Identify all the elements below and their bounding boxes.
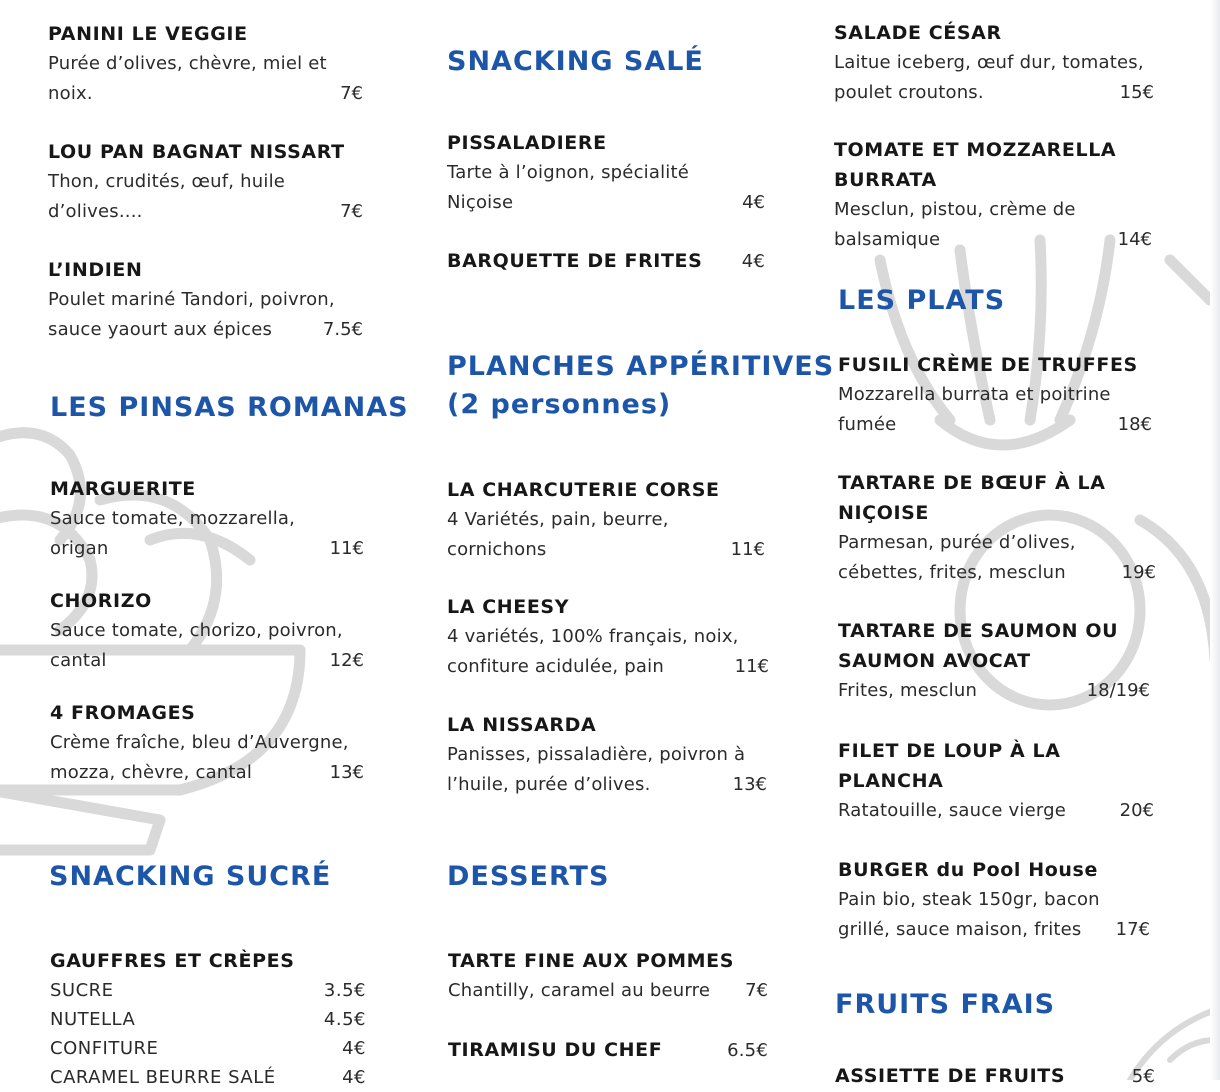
item-description: Mozzarella burrata et poitrine (838, 384, 1111, 405)
item-description: l’huile, purée d’olives. (447, 773, 651, 795)
item-title: LA CHARCUTERIE CORSE (447, 479, 720, 501)
option-name: CONFITURE (50, 1038, 159, 1059)
menu-item-tartare-boeuf (838, 468, 1156, 587)
item-description: Sauce tomate, chorizo, poivron, (50, 620, 343, 641)
item-title: PISSALADIERE (447, 132, 607, 154)
menu-item-barquette-frites (447, 246, 765, 276)
menu-item-gauffres-crepes (50, 946, 366, 1092)
item-description: balsamique (834, 228, 941, 250)
item-description: Poulet mariné Tandori, poivron, (48, 289, 335, 310)
item-title: PLANCHA (838, 770, 944, 792)
option-price: 4€ (342, 1067, 366, 1088)
section-title-fruits-frais: FRUITS FRAIS (835, 989, 1056, 1020)
item-title: MARGUERITE (50, 478, 196, 500)
option-row (50, 1005, 366, 1034)
section-title-planches (447, 348, 834, 424)
item-price: 6.5€ (727, 1040, 768, 1061)
section-title-les-plats: LES PLATS (838, 285, 1006, 316)
item-title: ASSIETTE DE FRUITS (835, 1065, 1066, 1087)
item-title: TIRAMISU DU CHEF (448, 1039, 663, 1061)
menu-item-filet-loup (838, 736, 1154, 826)
menu-item-chorizo (50, 586, 364, 675)
item-description: Panisses, pissaladière, poivron à (447, 744, 746, 765)
item-description: 4 Variétés, pain, beurre, (447, 509, 669, 530)
menu-item-burger (838, 855, 1150, 944)
menu-item-tiramisu (448, 1035, 768, 1065)
item-title: TARTARE DE BŒUF À LA (838, 472, 1106, 494)
item-description: cornichons (447, 538, 547, 560)
menu-item-cheesy (447, 592, 769, 681)
item-title: PANINI LE VEGGIE (48, 23, 248, 45)
item-title: FILET DE LOUP À LA (838, 740, 1061, 762)
menu-item-tomate-mozzarella (834, 135, 1152, 254)
item-price: 18€ (1117, 413, 1152, 435)
item-description: d’olives.... (48, 200, 143, 222)
page-edge-shadow (1210, 0, 1220, 1080)
item-price: 11€ (730, 538, 765, 560)
item-price: 14€ (1117, 228, 1152, 250)
item-price: 13€ (329, 761, 364, 783)
item-description: mozza, chèvre, cantal (50, 761, 253, 783)
item-title: L’INDIEN (48, 259, 143, 281)
option-row (50, 976, 366, 1005)
item-price: 17€ (1115, 918, 1150, 940)
item-description: Purée d’olives, chèvre, miel et (48, 53, 327, 74)
section-title-pinsas: LES PINSAS ROMANAS (50, 392, 409, 423)
section-title-line: PLANCHES APPÉRITIVES (447, 351, 835, 382)
item-price: 7€ (340, 200, 363, 222)
item-description: fumée (838, 413, 897, 435)
item-price: 5€ (1131, 1066, 1155, 1087)
item-description: origan (50, 537, 109, 559)
item-title: LA CHEESY (447, 596, 570, 618)
item-title: CHORIZO (50, 590, 152, 612)
option-name: CARAMEL BEURRE SALÉ (50, 1067, 276, 1088)
item-price: 18/19€ (1086, 680, 1150, 701)
item-title: BARQUETTE DE FRITES (447, 250, 703, 272)
item-title: LA NISSARDA (447, 714, 597, 736)
item-description: Crème fraîche, bleu d’Auvergne, (50, 732, 349, 753)
item-description: Frites, mesclun (838, 680, 978, 701)
item-description: Niçoise (447, 191, 514, 213)
item-title: TARTARE DE SAUMON OU (838, 620, 1119, 642)
menu-item-lou-pan-bagnat (48, 137, 363, 226)
option-name: NUTELLA (50, 1009, 136, 1030)
menu-item-tarte-fine (448, 946, 768, 1006)
item-title: GAUFFRES ET CRÈPES (50, 950, 295, 972)
item-price: 15€ (1119, 81, 1154, 103)
item-title: SALADE CÉSAR (834, 22, 1002, 44)
item-description: grillé, sauce maison, frites (838, 918, 1082, 940)
item-price: 19€ (1121, 561, 1156, 583)
item-title: TOMATE ET MOZZARELLA (834, 139, 1117, 161)
item-title: FUSILI CRÈME DE TRUFFES (838, 354, 1138, 376)
menu-item-marguerite (50, 474, 364, 563)
option-price: 3.5€ (323, 980, 366, 1001)
item-description: noix. (48, 82, 93, 104)
item-title: 4 FROMAGES (50, 702, 196, 724)
item-price: 7€ (340, 82, 363, 104)
item-title: LOU PAN BAGNAT NISSART (48, 141, 345, 163)
item-price: 7.5€ (322, 318, 363, 340)
menu-item-pissaladiere (447, 128, 765, 217)
section-title-snacking-sale: SNACKING SALÉ (447, 46, 704, 77)
item-title: BURRATA (834, 169, 937, 191)
item-description: cébettes, frites, mesclun (838, 561, 1066, 583)
item-price: 7€ (745, 980, 768, 1001)
option-price: 4€ (342, 1038, 366, 1059)
section-title-snacking-sucre: SNACKING SUCRÉ (49, 861, 332, 892)
menu-item-charcuterie-corse (447, 475, 765, 564)
option-price: 4.5€ (323, 1009, 366, 1030)
item-price: 12€ (329, 649, 364, 671)
menu-item-4-fromages (50, 698, 364, 787)
item-description: Mesclun, pistou, crème de (834, 199, 1076, 220)
item-price: 11€ (329, 537, 364, 559)
item-description: confiture acidulée, pain (447, 655, 664, 677)
item-price: 13€ (732, 773, 767, 795)
menu-item-tartare-saumon (838, 616, 1150, 706)
item-description: Tarte à l’oignon, spécialité (447, 162, 690, 183)
menu-item-assiette-fruits (835, 1061, 1155, 1091)
item-title: BURGER du Pool House (838, 859, 1098, 881)
option-row (50, 1034, 366, 1063)
item-description: Laitue iceberg, œuf dur, tomates, (834, 52, 1144, 73)
item-description: 4 variétés, 100% français, noix, (447, 626, 739, 647)
item-description: Parmesan, purée d’olives, (838, 532, 1076, 553)
item-title: TARTE FINE AUX POMMES (448, 950, 735, 972)
item-description: Ratatouille, sauce vierge (838, 800, 1067, 821)
item-description: cantal (50, 649, 107, 671)
item-description: sauce yaourt aux épices (48, 318, 273, 340)
item-price: 11€ (734, 655, 769, 677)
menu-item-salade-cesar (834, 18, 1154, 107)
item-description: Chantilly, caramel au beurre (448, 980, 711, 1001)
option-name: SUCRE (50, 980, 114, 1001)
section-subtitle: (2 personnes) (447, 389, 672, 420)
item-description: Pain bio, steak 150gr, bacon (838, 889, 1100, 910)
item-price: 4€ (741, 251, 765, 272)
option-row (50, 1063, 366, 1092)
item-price: 4€ (742, 191, 765, 213)
item-description: poulet croutons. (834, 81, 984, 103)
menu-item-lindien (48, 255, 363, 344)
menu-item-panini-le-veggie (48, 19, 363, 108)
item-price: 20€ (1119, 800, 1154, 821)
menu-item-fusili (838, 350, 1152, 439)
item-title: NIÇOISE (838, 502, 929, 524)
section-title-desserts: DESSERTS (447, 861, 610, 892)
item-description: Sauce tomate, mozzarella, (50, 508, 296, 529)
item-description: Thon, crudités, œuf, huile (48, 171, 286, 192)
item-title: SAUMON AVOCAT (838, 650, 1031, 672)
menu-item-nissarda (447, 710, 767, 799)
